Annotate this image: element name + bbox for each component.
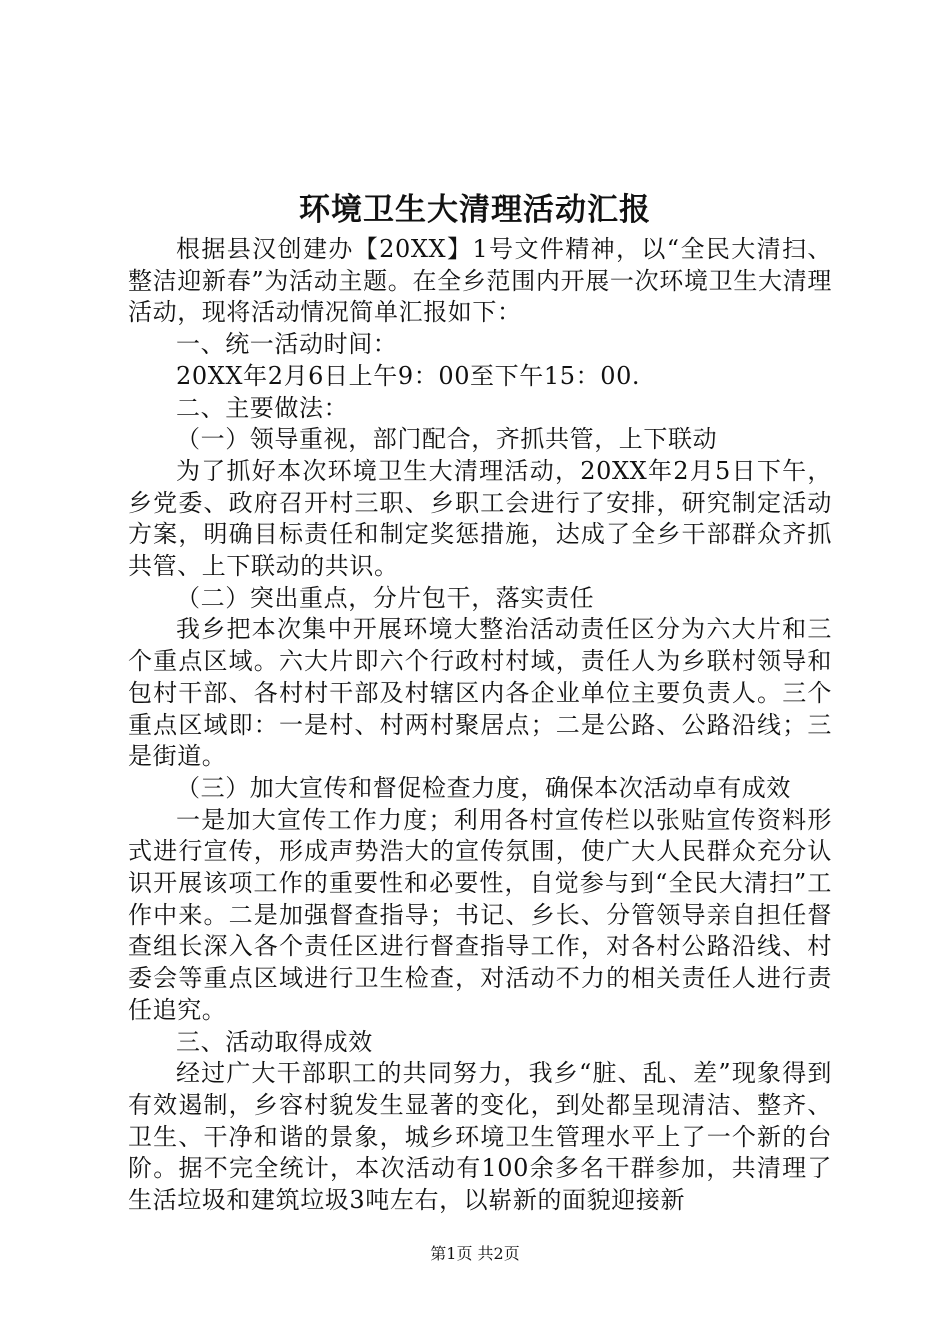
subheading-focus: （二）突出重点，分片包干，落实责任 (176, 583, 595, 612)
paragraph-leadership: 为了抓好本次环境卫生大清理活动，20XX年2月5日下午，乡党委、政府召开村三职、乡职工会进行了安排，研究制定活动方案，明确目标责任和制定奖惩措施，达成了全乡干部群众齐抓共管、上下联动的共识。 (128, 456, 832, 581)
paragraph-results: 经过广大干部职工的共同努力，我乡“脏、乱、差”现象得到有效遏制，乡容村貌发生显著的变化，到处都呈现清洁、整齐、卫生、干净和谐的景象，城乡环境卫生管理水平上了一个新的台阶。据不完全统计，本次活动有100余多名干群参加，共清理了生活垃圾和建筑垃圾3吨左右，以崭新的面貌迎接新 (128, 1059, 832, 1215)
subheading-publicity: （三）加大宣传和督促检查力度，确保本次活动卓有成效 (176, 773, 791, 802)
section-heading-time: 一、统一活动时间： (176, 330, 398, 359)
section-heading-methods: 二、主要做法： (176, 393, 349, 422)
paragraph-publicity: 一是加大宣传工作力度；利用各村宣传栏以张贴宣传资料形式进行宣传，形成声势浩大的宣传氛围，使广大人民群众充分认识开展该项工作的重要性和必要性，自觉参与到“全民大清扫”工作中来。二是加强督查指导；书记、乡长、分管领导亲自担任督查组长深入各个责任区进行督查指导工作，对各村公路沿线、村委会等重点区域进行卫生检查，对活动不力的相关责任人进行责任追究。 (128, 805, 832, 1024)
document-body (128, 234, 832, 1217)
section-heading-results: 三、活动取得成效 (176, 1027, 373, 1056)
document-title: 环境卫生大清理活动汇报 (299, 192, 651, 228)
page-number-footer: 第1页 共2页 (430, 1244, 520, 1263)
paragraph-focus: 我乡把本次集中开展环境大整治活动责任区分为六大片和三个重点区域。六大片即六个行政村村域，责任人为乡联村领导和包村干部、各村村干部及村辖区内各企业单位主要负责人。三个重点区域即：一是村、村两村聚居点；二是公路、公路沿线；三是街道。 (128, 615, 832, 771)
subheading-leadership: （一）领导重视，部门配合，齐抓共管，上下联动 (176, 425, 718, 454)
paragraph-intro: 根据县汉创建办【20XX】1号文件精神，以“全民大清扫、整洁迎新春”为活动主题。在全乡范围内开展一次环境卫生大清理活动，现将活动情况简单汇报如下： (128, 235, 832, 327)
paragraph-time: 20XX年2月6日上午9：00至下午15：00. (176, 361, 641, 390)
